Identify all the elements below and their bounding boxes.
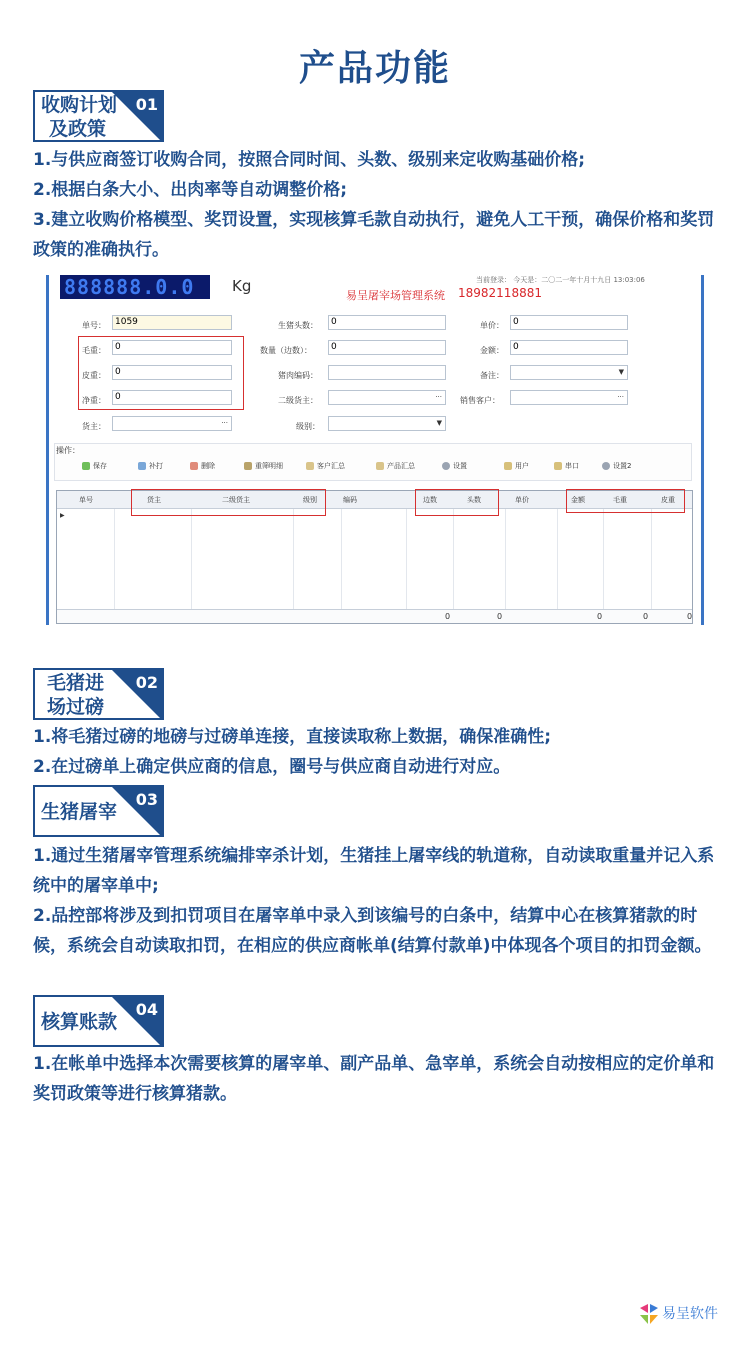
paragraph: 2.根据白条大小、出肉率等自动调整价格; (33, 180, 348, 200)
more-icon[interactable]: ··· (435, 393, 442, 401)
highlight-box (78, 336, 244, 410)
section-label-line2: 及政策 (49, 118, 107, 140)
gross-weight-label: 毛重： (82, 346, 106, 355)
serial-port-button[interactable]: 串口 (554, 461, 579, 471)
net-weight-input[interactable]: 0 (112, 390, 232, 405)
column-header[interactable]: 二级货主 (222, 496, 250, 504)
port-icon (554, 462, 562, 470)
price-label: 单价： (480, 321, 504, 330)
column-header[interactable]: 货主 (147, 496, 161, 504)
heads-input[interactable]: 0 (328, 315, 446, 330)
search-icon (244, 462, 252, 470)
grade-select[interactable] (328, 416, 446, 431)
print-icon (138, 462, 146, 470)
header-status: 当前登录： 今天是：二〇二一年十月十九日 13:03:06 (476, 276, 645, 284)
row-pointer-icon: ▶ (60, 512, 65, 519)
price-input[interactable]: 0 (510, 315, 628, 330)
summary-icon (306, 462, 314, 470)
section-number: 01 (135, 95, 158, 114)
save-button[interactable]: 保存 (82, 461, 107, 471)
total-value: 0 (687, 612, 693, 621)
column-header[interactable]: 头数 (467, 496, 481, 504)
paragraph: 3.建立收购价格模型、奖罚设置，实现核算毛款自动执行，避免人工干预，确保价格和奖罚政策的准确执行。 (33, 210, 715, 260)
section-03-header (33, 785, 164, 837)
customer-summary-button[interactable]: 客户汇总 (306, 461, 345, 471)
note-label: 备注： (480, 371, 504, 380)
operations-label: 操作： (56, 446, 80, 455)
section-label-line1: 核算账款 (41, 1011, 118, 1033)
chevron-down-icon[interactable]: ▼ (436, 419, 442, 427)
total-value: 0 (445, 612, 451, 621)
paragraph: 1.通过生猪屠宰管理系统编排宰杀计划，生猪挂上屠宰线的轨道称，自动读取重量并记入系统中的屠宰单中; (33, 846, 715, 896)
tare-weight-label: 皮重： (82, 371, 106, 380)
owner-input[interactable] (112, 416, 232, 431)
column-header[interactable]: 级别 (303, 496, 317, 504)
customer-label: 销售客户： (460, 396, 500, 405)
column-header[interactable]: 单号 (79, 496, 93, 504)
order-no-label: 单号： (82, 321, 106, 330)
section-02-header (33, 668, 164, 720)
carcass-code-input[interactable] (328, 365, 446, 380)
sub-owner-input[interactable] (328, 390, 446, 405)
carcass-code-label: 猪肉编码： (278, 371, 318, 380)
product-summary-button[interactable]: 产品汇总 (376, 461, 415, 471)
highlight-box (131, 489, 326, 516)
brand-name: 易呈软件 (662, 1306, 718, 1322)
section-01-header (33, 90, 164, 142)
sides-input[interactable]: 0 (328, 340, 446, 355)
amount-label: 金额： (480, 346, 504, 355)
column-header[interactable]: 金额 (571, 496, 585, 504)
highlight-box (566, 489, 685, 513)
grade-label: 级别： (296, 422, 320, 431)
section-03-text (33, 841, 723, 961)
column-header[interactable]: 边数 (423, 496, 437, 504)
paragraph: 2.品控部将涉及到扣罚项目在屠宰单中录入到该编号的白条中，结算中心在核算猪款的时候，系统会自动读取扣罚，在相应的供应商帐单(结算付款单)中体现各个项目的扣罚金额。 (33, 906, 712, 956)
refresh-detail-button[interactable]: 重筛明细 (244, 461, 283, 471)
section-number: 02 (135, 673, 158, 692)
more-icon[interactable]: ··· (221, 419, 228, 427)
paragraph: 1.与供应商签订收购合同，按照合同时间、头数、级别来定收购基础价格; (33, 150, 586, 170)
paragraph: 1.在帐单中选择本次需要核算的屠宰单、副产品单、急宰单，系统会自动按相应的定价单和奖罚政策等进行核算猪款。 (33, 1054, 715, 1104)
total-value: 0 (497, 612, 503, 621)
order-no-input[interactable]: 1059 (112, 315, 232, 330)
highlight-box (415, 489, 499, 516)
note-select[interactable] (510, 365, 628, 380)
total-value: 0 (597, 612, 603, 621)
section-04-header (33, 995, 164, 1047)
delete-button[interactable]: 删除 (190, 461, 215, 471)
total-value: 0 (643, 612, 649, 621)
net-weight-label: 净重： (82, 396, 106, 405)
save-icon (82, 462, 90, 470)
gear-icon (602, 462, 610, 470)
column-header[interactable]: 单价 (515, 496, 529, 504)
software-screenshot (46, 275, 704, 625)
customer-input[interactable] (510, 390, 628, 405)
section-number: 03 (135, 790, 158, 809)
section-01-text (33, 145, 723, 265)
tare-weight-input[interactable]: 0 (112, 365, 232, 380)
system-name: 易呈屠宰场管理系统 (346, 289, 445, 302)
delete-icon (190, 462, 198, 470)
gear-icon (442, 462, 450, 470)
settings2-button[interactable]: 设置2 (602, 461, 631, 471)
amount-input[interactable]: 0 (510, 340, 628, 355)
paragraph: 1.将毛猪过磅的地磅与过磅单连接，直接读取称上数据，确保准确性; (33, 727, 552, 747)
section-label-line1: 收购计划 (41, 94, 118, 116)
user-icon (504, 462, 512, 470)
unit-label: Kg (232, 277, 252, 295)
section-04-text (33, 1049, 723, 1109)
column-header[interactable]: 毛重 (613, 496, 627, 504)
brand-logo-icon (638, 1302, 660, 1326)
page-title: 产品功能 (298, 48, 451, 89)
owner-label: 货主： (82, 422, 106, 431)
summary-icon (376, 462, 384, 470)
scale-display: 888888.0.0 (60, 275, 210, 299)
section-label-line1: 毛猪进 (47, 672, 105, 694)
section-label-line2: 场过磅 (47, 696, 105, 718)
column-header[interactable]: 编码 (343, 496, 357, 504)
system-phone: 18982118881 (458, 286, 542, 300)
sub-owner-label: 二级货主： (278, 396, 318, 405)
section-number: 04 (135, 1000, 158, 1019)
column-header[interactable]: 皮重 (661, 496, 675, 504)
section-label-line1: 生猪屠宰 (41, 801, 118, 823)
heads-label: 生猪头数： (278, 321, 318, 330)
chevron-down-icon[interactable]: ▼ (618, 368, 624, 376)
gross-weight-input[interactable]: 0 (112, 340, 232, 355)
reprint-button[interactable]: 补打 (138, 461, 163, 471)
more-icon[interactable]: ··· (617, 393, 624, 401)
paragraph: 2.在过磅单上确定供应商的信息，圈号与供应商自动进行对应。 (33, 757, 511, 777)
settings-button[interactable]: 设置 (442, 461, 467, 471)
users-button[interactable]: 用户 (504, 461, 529, 471)
sides-label: 数量（边数）： (260, 346, 312, 355)
section-02-text (33, 722, 723, 782)
